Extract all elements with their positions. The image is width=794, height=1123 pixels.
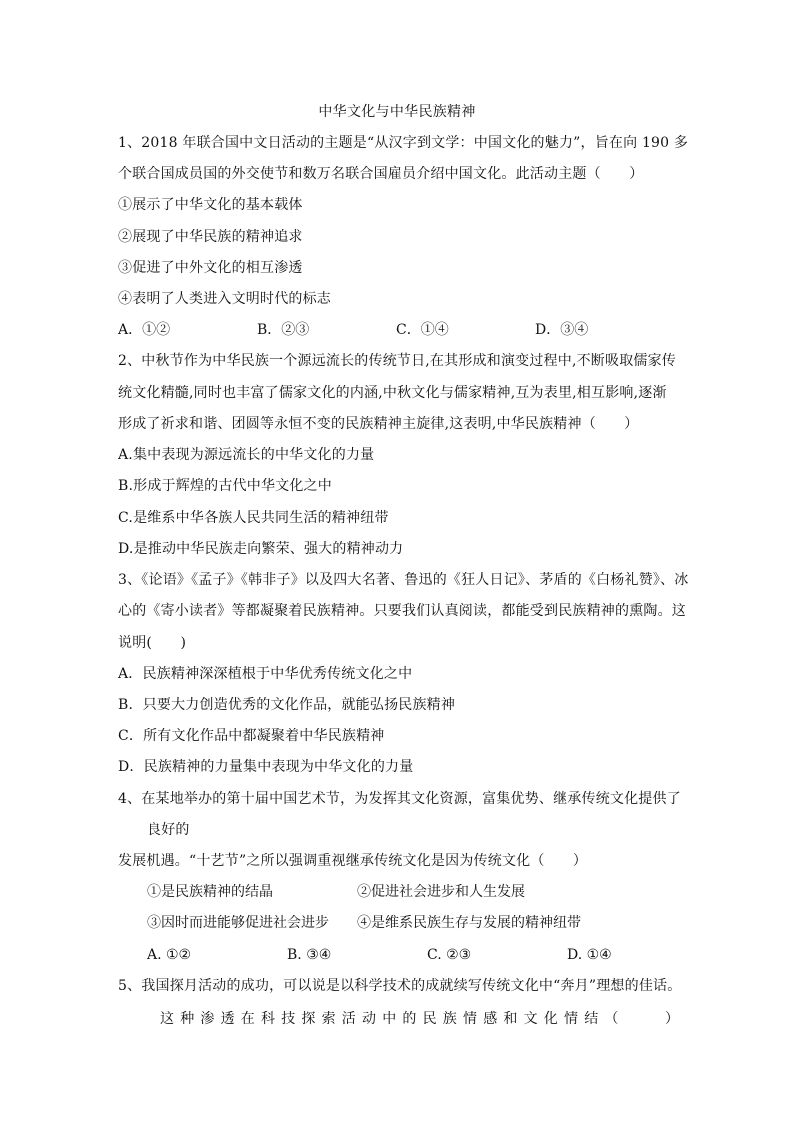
q4-stem-line3: 发展机遇。“十艺节”之所以强调重视继承传统文化是因为传统文化（ ） [118,853,588,869]
page-title: 中华文化与中华民族精神 [318,104,476,120]
q4-option-d: D. ①④ [567,947,612,963]
q1-item-1: ①展示了中华文化的基本载体 [118,197,303,213]
q3-stem-line2: 心的《寄小读者》等都凝聚着民族精神。只要我们认真阅读，都能受到民族精神的熏陶。这 [118,603,686,619]
q4-item-3: ③因时而进能够促进社会进步 [147,915,329,931]
q4-option-a: A. ①② [147,947,192,963]
q1-item-4: ④表明了人类进入文明时代的标志 [118,291,331,307]
q2-stem-line2: 统文化精髓,同时也丰富了儒家文化的内涵,中秋文化与儒家精神,互为表里,相互影响,逐渐 [118,385,667,401]
q1-stem-line1: 1、2018 年联合国中文日活动的主题是“从汉字到文学：中国文化的魅力”，旨在向 190 多 [118,135,689,151]
q1-option-c: C．①④ [396,322,449,338]
q1-item-3: ③促进了中外文化的相互渗透 [118,260,303,276]
q4-stem-line2: 良好的 [147,822,190,838]
q4-item-2: ②促进社会进步和人生发展 [357,884,525,900]
q4-item-4: ④是维系民族生存与发展的精神纽带 [357,915,581,931]
q4-item-1: ①是民族精神的结晶 [147,884,273,900]
q2-option-b: B.形成于辉煌的古代中华文化之中 [118,478,332,494]
q2-option-c: C.是维系中华各族人民共同生活的精神纽带 [118,510,389,526]
q1-option-b: B．②③ [257,322,310,338]
q3-option-d: D．民族精神的力量集中表现为中华文化的力量 [118,759,414,775]
q2-stem-line1: 2、中秋节作为中华民族一个源远流长的传统节日,在其形成和演变过程中,不断吸取儒家传 [118,353,677,369]
q3-option-a: A．民族精神深深植根于中华优秀传统文化之中 [118,666,413,682]
q1-stem-line2: 个联合国成员国的外交使节和数万名联合国雇员介绍中国文化。此活动主题（ ） [118,166,644,182]
q1-item-2: ②展现了中华民族的精神追求 [118,229,303,245]
q2-option-a: A.集中表现为源远流长的中华文化的力量 [118,447,375,463]
q2-stem-line3: 形成了祈求和谐、团圆等永恒不变的民族精神主旋律,这表明,中华民族精神（ ） [118,416,639,432]
q5-stem-line1: 5、我国探月活动的成功，可以说是以科学技术的成就续写传统文化中“奔月”理想的佳话。 [118,978,682,994]
q3-stem-line1: 3、《论语》《孟子》《韩非子》以及四大名著、鲁迅的《狂人日记》、茅盾的《白杨礼赞》、冰 [118,572,689,588]
q3-stem-line3: 说明( ) [118,635,187,651]
q4-stem-line1: 4、在某地举办的第十届中国艺术节，为发挥其文化资源，富集优势、继承传统文化提供了 [118,791,681,807]
q1-option-a: A．①② [118,322,171,338]
q1-option-d: D．③④ [535,322,589,338]
q3-option-c: C．所有文化作品中都凝聚着中华民族精神 [118,728,385,744]
q2-option-d: D.是推动中华民族走向繁荣、强大的精神动力 [118,541,404,557]
q5-stem-line2: 这种渗透在科技探索活动中的民族情感和文化情结（ ） [160,1011,686,1027]
q4-option-c: C. ②③ [427,947,472,963]
q3-option-b: B．只要大力创造优秀的文化作品，就能弘扬民族精神 [118,697,456,713]
q4-option-b: B. ③④ [287,947,332,963]
